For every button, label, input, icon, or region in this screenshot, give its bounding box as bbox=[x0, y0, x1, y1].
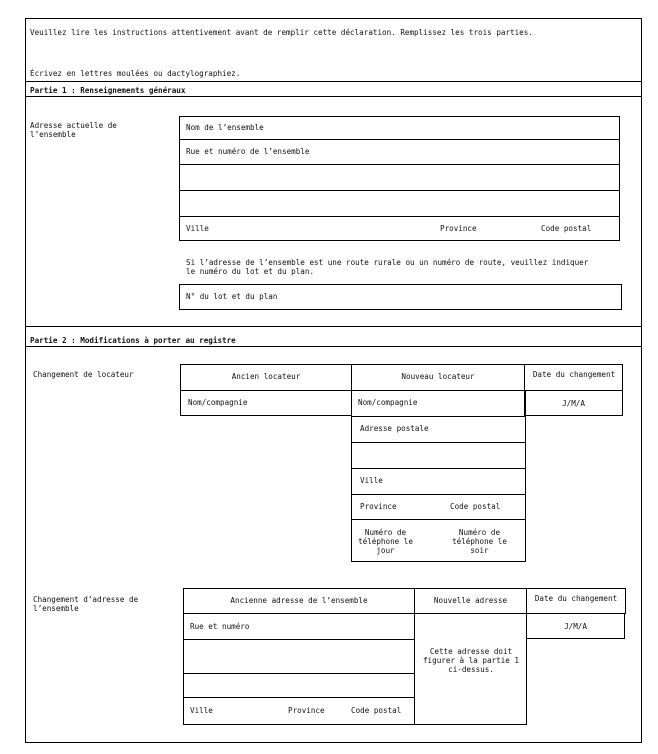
landlord-date-format: J/M/A bbox=[562, 399, 585, 408]
old-landlord-name-label: Nom/compagnie bbox=[188, 398, 248, 407]
new-landlord-line-5 bbox=[351, 519, 526, 520]
new-landlord-postal-label[interactable]: Code postal bbox=[450, 502, 501, 511]
landlord-date-header: Date du changement bbox=[532, 370, 616, 379]
address-row-line-1 bbox=[179, 139, 620, 140]
day-phone-label[interactable]: Numéro de téléphone le jour bbox=[358, 528, 413, 555]
new-landlord-header: Nouveau locateur bbox=[401, 372, 475, 381]
old-landlord-header: Ancien locateur bbox=[231, 372, 301, 381]
new-landlord-line-1 bbox=[351, 416, 526, 417]
new-landlord-line-3 bbox=[351, 468, 526, 469]
part2-divider-bottom bbox=[25, 346, 642, 347]
old-address-line-1 bbox=[183, 639, 415, 640]
new-landlord-city-label[interactable]: Ville bbox=[360, 476, 383, 485]
old-address-header: Ancienne adresse de l’ensemble bbox=[230, 596, 368, 605]
part2-header: Partie 2 : Modifications à porter au registre bbox=[30, 336, 236, 345]
landlord-change-label: Changement de locateur bbox=[33, 370, 134, 379]
new-landlord-name-label[interactable]: Nom/compagnie bbox=[358, 398, 418, 407]
project-name-field[interactable]: Nom de l’ensemble bbox=[186, 123, 264, 132]
part1-divider-top bbox=[25, 81, 642, 82]
new-address-header: Nouvelle adresse bbox=[433, 596, 508, 605]
old-address-line-3 bbox=[183, 697, 415, 698]
address-row-line-3 bbox=[179, 190, 620, 191]
project-postal-label[interactable]: Code postal bbox=[541, 224, 592, 233]
old-postal-label[interactable]: Code postal bbox=[351, 706, 402, 715]
address-date-format: J/M/A bbox=[564, 622, 587, 631]
project-address-box bbox=[179, 116, 620, 241]
rural-route-note: Si l’adresse de l’ensemble est une route rurale ou un numéro de route, veuillez indiquer le numéro du lot et du plan. bbox=[186, 258, 589, 276]
project-province-label[interactable]: Province bbox=[440, 224, 477, 233]
old-city-label[interactable]: Ville bbox=[190, 706, 213, 715]
postal-address-label[interactable]: Adresse postale bbox=[360, 424, 429, 433]
project-street-field[interactable]: Rue et numéro de l’ensemble bbox=[186, 147, 310, 156]
old-street-label[interactable]: Rue et numéro bbox=[190, 622, 250, 631]
address-change-label: Changement d’adresse de l’ensemble bbox=[33, 595, 139, 613]
old-address-line-2 bbox=[183, 673, 415, 674]
new-landlord-province-label[interactable]: Province bbox=[360, 502, 397, 511]
new-landlord-line-2 bbox=[351, 442, 526, 443]
part1-header: Partie 1 : Renseignements généraux bbox=[30, 86, 186, 95]
part1-address-label: Adresse actuelle de l’ensemble bbox=[30, 121, 117, 139]
new-landlord-line-4 bbox=[351, 494, 526, 495]
part1-divider-bottom bbox=[25, 96, 642, 97]
new-address-note: Cette adresse doit figurer à la partie 1 ci-dessus. bbox=[422, 647, 519, 674]
address-row-line-2 bbox=[179, 164, 620, 165]
old-province-label[interactable]: Province bbox=[288, 706, 325, 715]
print-note: Écrivez en lettres moulées ou dactylographiez. bbox=[30, 69, 241, 78]
part2-divider-top bbox=[25, 326, 642, 327]
address-date-header: Date du changement bbox=[534, 594, 618, 603]
project-city-label[interactable]: Ville bbox=[186, 224, 209, 233]
evening-phone-label[interactable]: Numéro de téléphone le soir bbox=[452, 528, 507, 555]
address-row-line-4 bbox=[179, 216, 620, 217]
lot-plan-label: N° du lot et du plan bbox=[186, 292, 278, 301]
instructions-text: Veuillez lire les instructions attentivement avant de remplir cette déclaration. Remplissez les trois parties. bbox=[30, 28, 533, 37]
